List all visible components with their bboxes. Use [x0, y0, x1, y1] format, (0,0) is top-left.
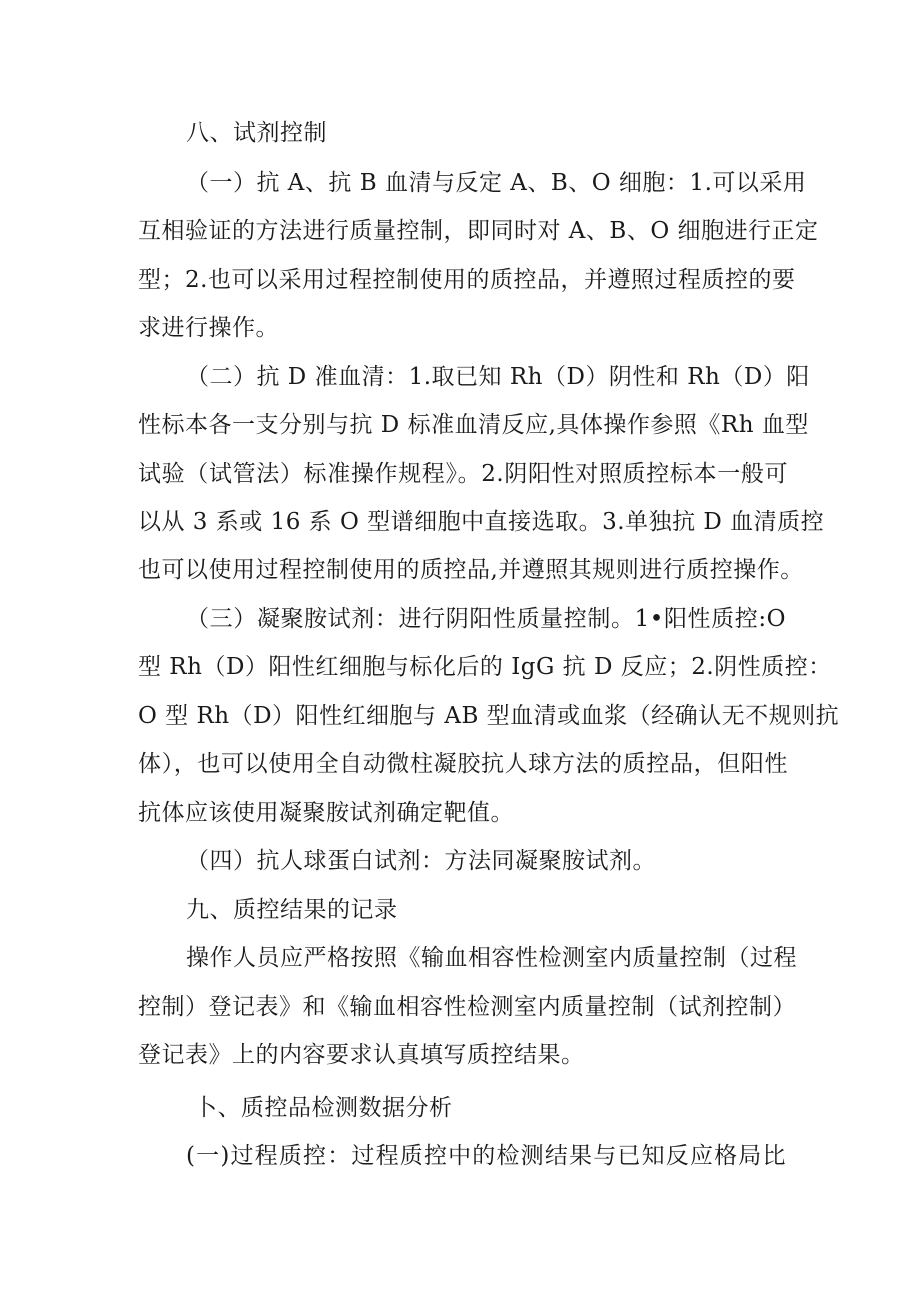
paragraph-line: 互相验证的方法进行质量控制，即同时对 A、B、O 细胞进行正定	[138, 218, 819, 244]
paragraph-line: （四）抗人球蛋白试剂：方法同凝聚胺试剂。	[186, 848, 656, 874]
paragraph-line: 以从 3 系或 16 系 O 型谱细胞中直接选取。3.单独抗 D 血清质控	[138, 509, 825, 535]
paragraph-line: 型；2.也可以采用过程控制使用的质控品，并遵照过程质控的要	[138, 267, 796, 293]
paragraph-line: 试验（试管法）标准操作规程》。2.阴阳性对照质控标本一般可	[138, 461, 788, 487]
paragraph-line: 型 Rh（D）阳性红细胞与标化后的 IgG 抗 D 反应；2.阴性质控：	[138, 654, 832, 680]
paragraph-line: （一）抗 A、抗 B 血清与反定 A、B、O 细胞：1.可以采用	[186, 170, 807, 196]
paragraph-line: 也可以使用过程控制使用的质控品,并遵照其规则进行质控操作。	[138, 557, 804, 583]
paragraph-line: 抗体应该使用凝聚胺试剂确定靶值。	[138, 800, 514, 826]
paragraph-line: 求进行操作。	[138, 315, 279, 341]
paragraph-line: 操作人员应严格按照《输血相容性检测室内质量控制（过程	[186, 945, 797, 971]
section-heading-8: 八、试剂控制	[186, 120, 327, 146]
paragraph-line: 性标本各一支分别与抗 D 标准血清反应,具体操作参照《Rh 血型	[138, 412, 809, 438]
paragraph-line: (一)过程质控：过程质控中的检测结果与已知反应格局比	[186, 1143, 786, 1169]
section-heading-10: 卜、质控品检测数据分析	[194, 1095, 453, 1121]
paragraph-line: 体），也可以使用全自动微柱凝胶抗人球方法的质控品，但阳性	[138, 751, 788, 777]
paragraph-line: 控制）登记表》和《输血相容性检测室内质量控制（试剂控制）	[138, 994, 796, 1020]
paragraph-line: （三）凝聚胺试剂：进行阴阳性质量控制。1•阳性质控:O	[186, 606, 786, 632]
paragraph-line: （二）抗 D 准血清：1.取已知 Rh（D）阴性和 Rh（D）阳	[186, 364, 810, 390]
section-heading-9: 九、质控结果的记录	[186, 897, 398, 923]
paragraph-line: 登记表》上的内容要求认真填写质控结果。	[138, 1042, 585, 1068]
paragraph-line: O 型 Rh（D）阳性红细胞与 AB 型血清或血浆（经确认无不规则抗	[138, 703, 840, 729]
